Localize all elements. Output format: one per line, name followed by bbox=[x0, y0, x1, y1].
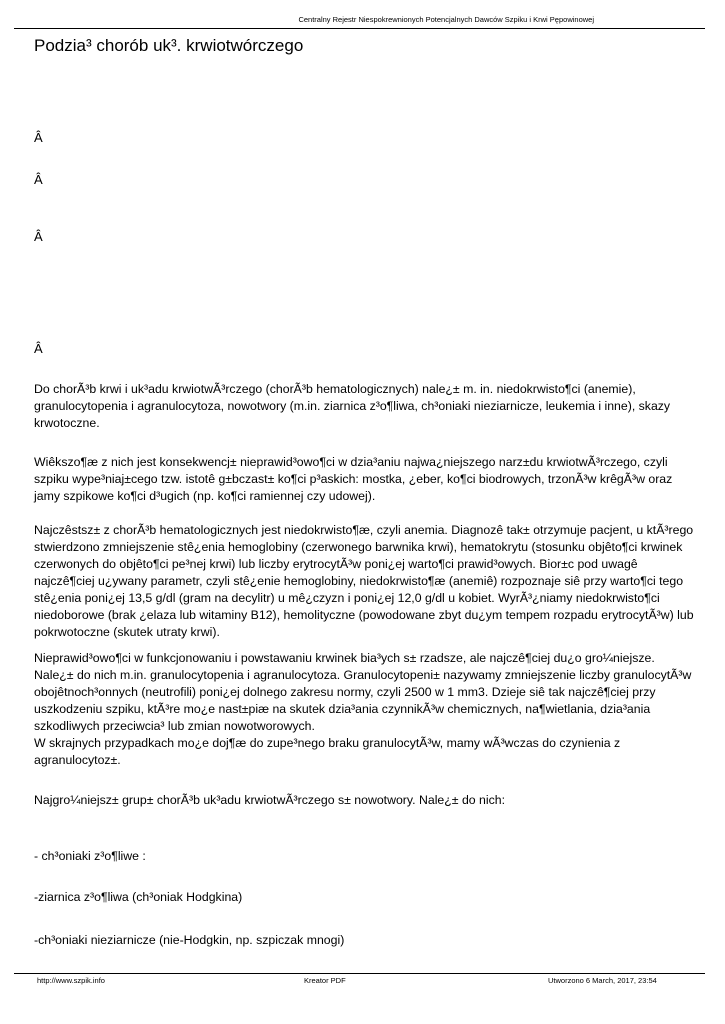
footer-divider bbox=[14, 973, 705, 974]
list-item-hodgkin: -ziarnica z³o¶liwa (ch³oniak Hodgkina) bbox=[34, 890, 243, 904]
stray-char-2: Â bbox=[34, 172, 43, 187]
header-divider bbox=[14, 28, 705, 29]
list-item-non-hodgkin: -ch³oniaki nieziarnicze (nie-Hodgkin, np. szpiczak mnogi) bbox=[34, 933, 345, 947]
page-title: Podzia³ chorób uk³. krwiotwórczego bbox=[34, 36, 304, 55]
footer-url[interactable]: http://www.szpik.info bbox=[37, 976, 105, 985]
paragraph-neoplasms: Najgro¼niejsz± grup± chorÃ³b uk³adu krwiotwÃ³rczego s± nowotwory. Nale¿± do nich: bbox=[34, 793, 506, 807]
paragraph-white-cells: Nieprawid³owo¶ci w funkcjonowaniu i powstawaniu krwinek bia³ych s± rzadsze, ale najczê¶ciej du¿o gro¼niejsze. Nale¿± do nich m.in. granulocytopenia i agranulocytoza. Granulocytopeni± nazywamy zmniejszenie liczby granulocytÃ³w obojêtnoch³onnych (neutrofili) poni¿ej dolnego zakresu normy, czyli 2500 w 1 mm3. Dzieje siê tak najczê¶ciej przy uszkodzeniu szpiku, ktÃ³re mo¿e nast±piæ na skutek dzia³ania czynnikÃ³w chemicznych, na¶wietlania, dzia³ania szkodliwych przeciwcia³ lub zmian nowotworowych. bbox=[34, 651, 692, 733]
page-header-registry: Centralny Rejestr Niespokrewnionych Potencjalnych Dawców Szpiku i Krwi Pępowinowej bbox=[298, 15, 594, 24]
stray-char-1: Â bbox=[34, 130, 43, 145]
paragraph-anemia: Najczêstsz± z chorÃ³b hematologicznych jest niedokrwisto¶æ, czyli anemia. Diagnozê tak± otrzymuje pacjent, u ktÃ³rego stwierdzono zmniejszenie stê¿enia hemoglobiny (czerwonego barwnika krwi), hematokrytu (stosunku objêto¶ci krwinek czerwonych do objêto¶ci pe³nej krwi) lub liczby erytrocytÃ³w poni¿ej warto¶ci prawid³owych. Bior±c pod uwagê najczê¶ciej u¿ywany parametr, czyli stê¿enie hemoglobiny, niedokrwisto¶æ (anemiê) rozpoznaje siê przy warto¶ci tego stê¿enia poni¿ej 13,5 g/dl (gram na decylitr) u mê¿czyzn i poni¿ej 12,0 g/dl u kobiet. WyrÃ³¿niamy niedokrwisto¶ci niedoborowe (brak ¿elaza lub witaminy B12), hemolityczne (powodowane zbyt du¿ym tempem rozpadu erytrocytÃ³w) lub pokrwotoczne (skutek utraty krwi). bbox=[34, 523, 694, 639]
paragraph-intro: Do chorÃ³b krwi i uk³adu krwiotwÃ³rczego (chorÃ³b hematologicznych) nale¿± m. in. niedokrwisto¶ci (anemie), granulocytopenia i agranulocytoza, nowotwory (m.in. ziarnica z³o¶liwa, ch³oniaki nieziarnicze, leukemia i inne), skazy krwotoczne. bbox=[34, 382, 671, 430]
list-item-lymphomas: - ch³oniaki z³o¶liwe : bbox=[34, 849, 146, 863]
stray-char-4: Â bbox=[34, 341, 43, 356]
paragraph-bone-marrow: Wiêkszo¶æ z nich jest konsekwencj± nieprawid³owo¶ci w dzia³aniu najwa¿niejszego narz±du krwiotwÃ³rczego, czyli szpiku wype³niaj±cego tzw. istotê g±bczast± ko¶ci p³askich: mostka, ¿eber, ko¶ci biodrowych, trzonÃ³w krêgÃ³w oraz jamy szpikowe ko¶ci d³ugich (np. ko¶ci ramiennej czy udowej). bbox=[34, 455, 673, 503]
paragraph-agranulocytosis: W skrajnych przypadkach mo¿e doj¶æ do zupe³nego braku granulocytÃ³w, mamy wÃ³wczas do czynienia z agranulocytoz±. bbox=[34, 736, 621, 767]
footer-created-date: Utworzono 6 March, 2017, 23:54 bbox=[548, 976, 657, 985]
footer-generator: Kreator PDF bbox=[304, 976, 346, 985]
stray-char-3: Â bbox=[34, 229, 43, 244]
